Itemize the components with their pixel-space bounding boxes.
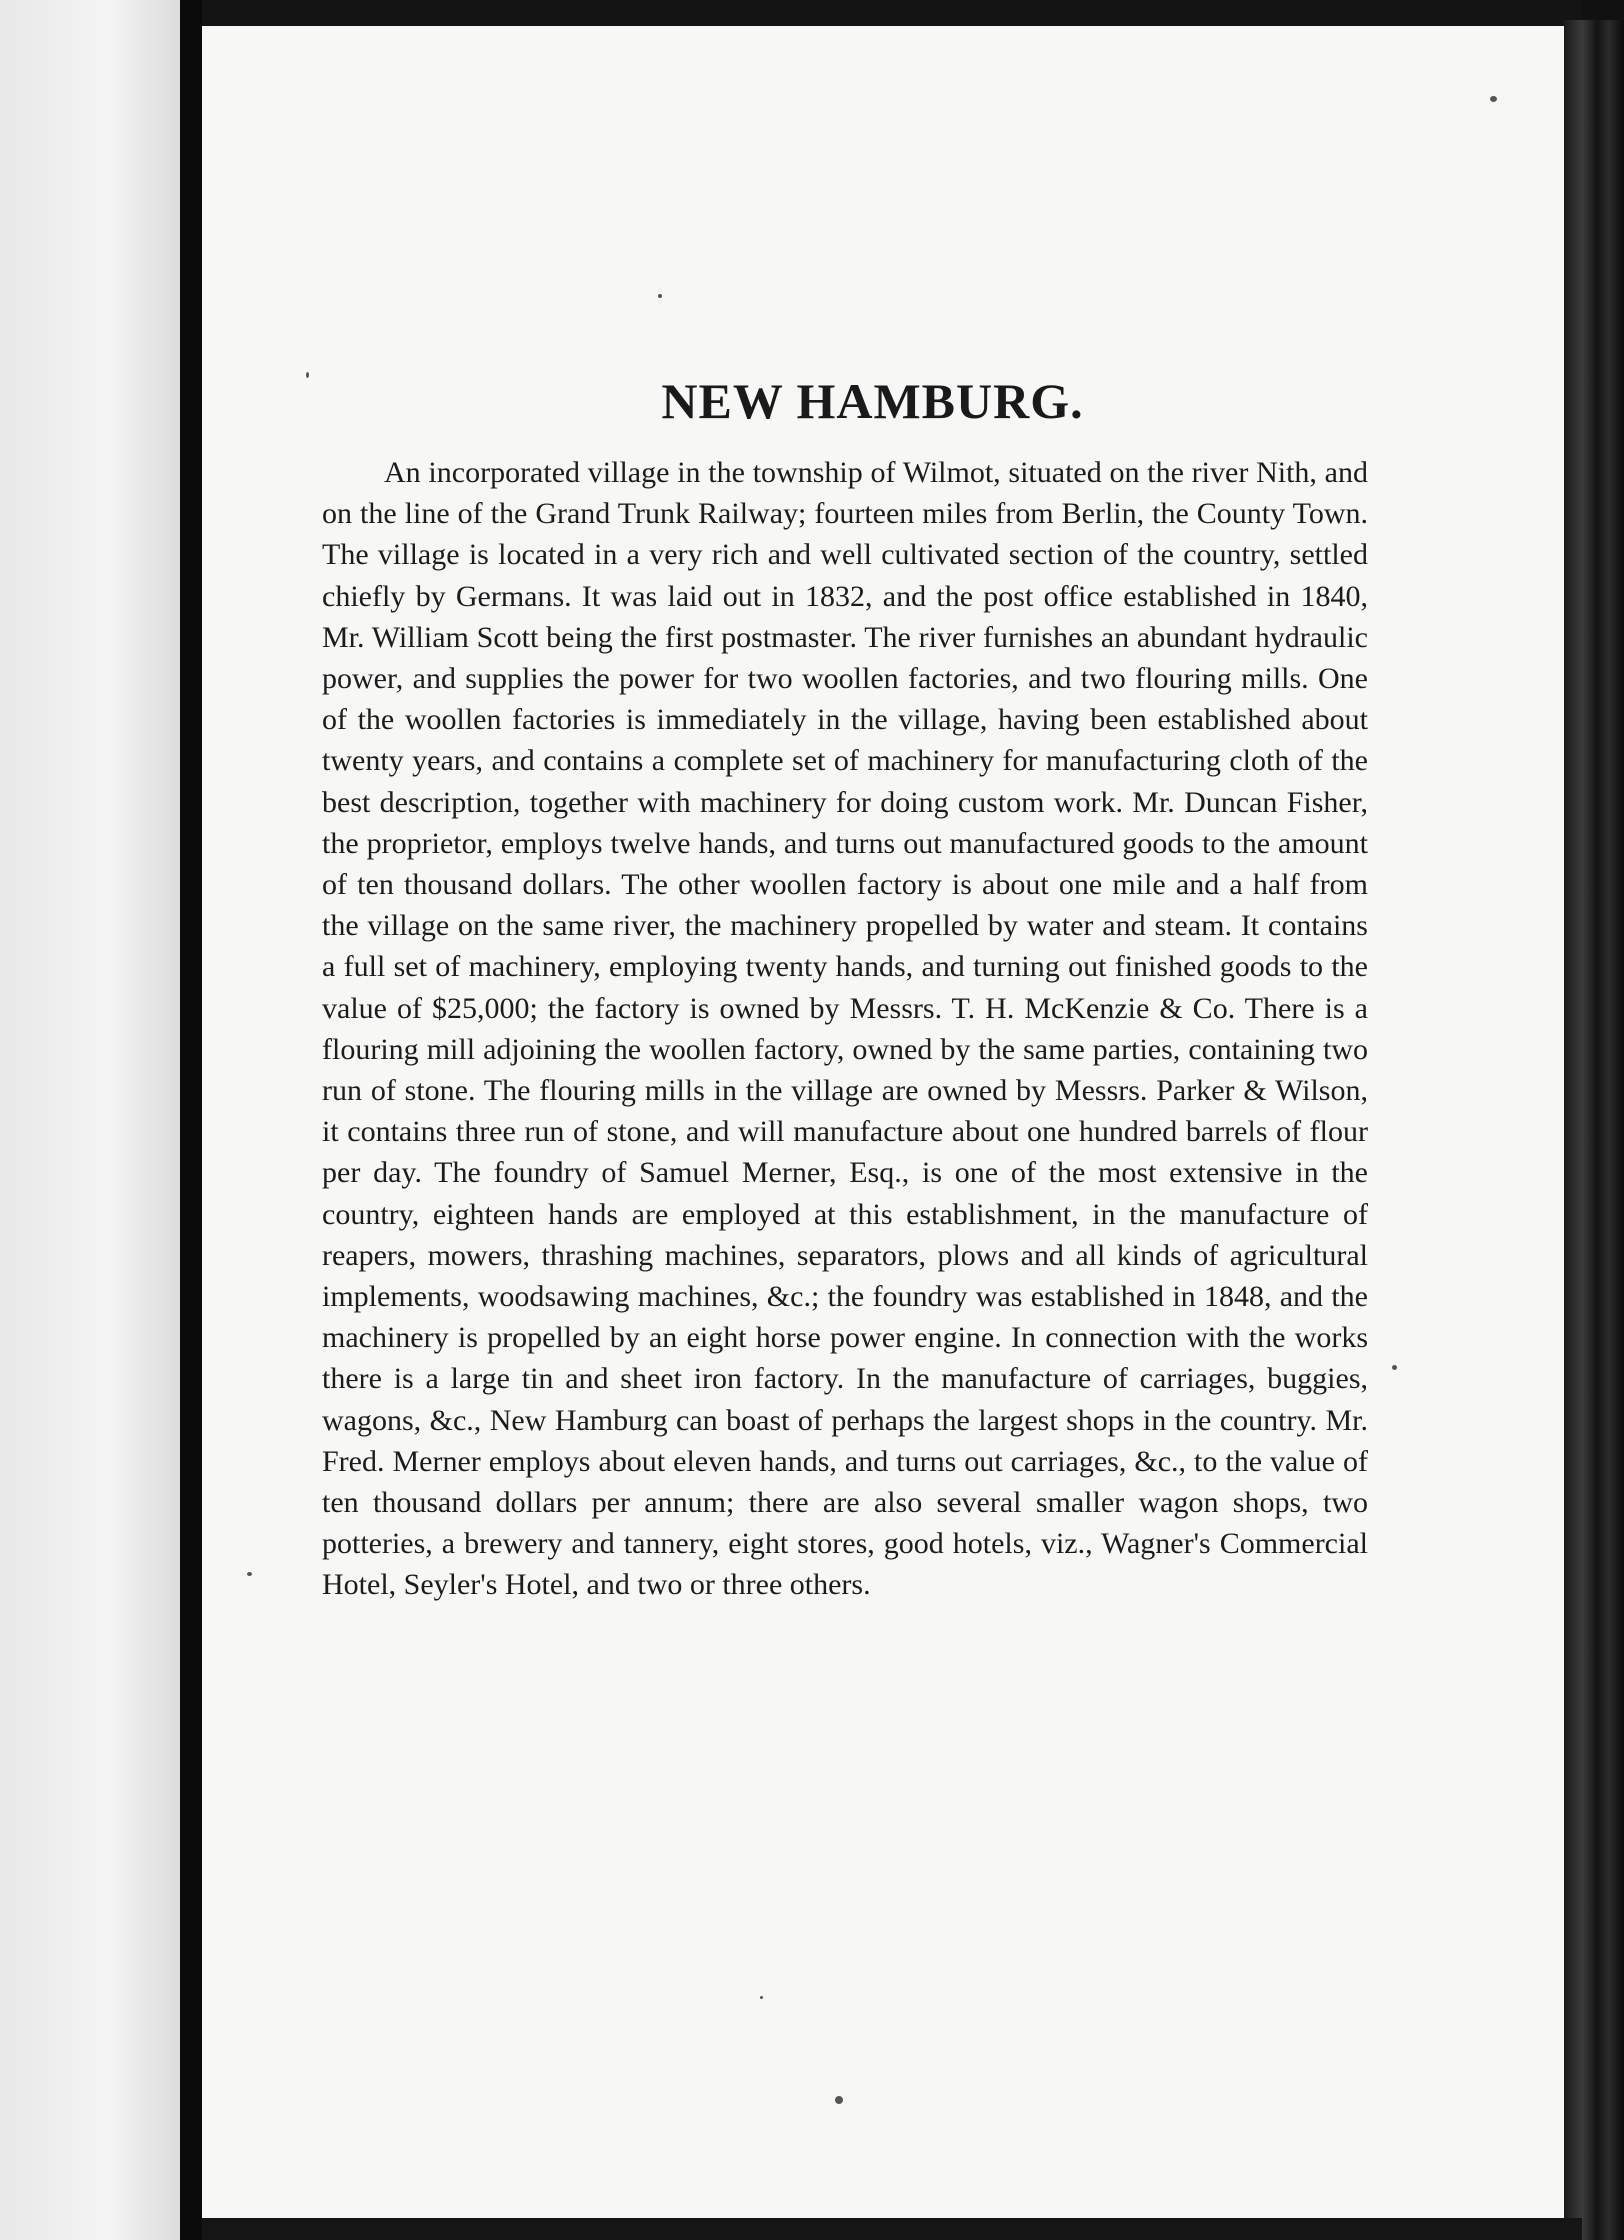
dust-speck (835, 2096, 843, 2104)
dust-speck (658, 294, 662, 298)
page-right-edge (1564, 20, 1624, 2240)
dust-speck (1490, 96, 1497, 102)
page-top-border (202, 0, 1582, 26)
page-bottom-border (202, 2218, 1582, 2240)
body-paragraph: An incorporated village in the township of Wilmot, situated on the river Nith, and on the line of the Grand Trunk Railway; fourteen miles from Berlin, the County Town. The village is located in a very rich and well cultivated section of the country, settled chiefly by Germans. It was laid out in 1832, and the post office established in 1840, Mr. William Scott being the first postmaster. The river furnishes an abundant hydraulic power, and supplies the power for two woollen factories, and two flouring mills. One of the woollen factories is immediately in the village, having been established about twenty years, and contains a complete set of machinery for manufacturing cloth of the best description, together with machinery for doing custom work. Mr. Duncan Fisher, the proprietor, employs twelve hands, and turns out manufactured goods to the amount of ten thousand dollars. The other woollen factory is about one mile and a half from the village on the same river, the machinery propelled by water and steam. It contains a full set of machinery, employing twenty hands, and turning out finished goods to the value of $25,000; the factory is owned by Messrs. T. H. McKenzie & Co. There is a flouring mill adjoining the woollen factory, owned by the same parties, containing two run of stone. The flouring mills in the village are owned by Messrs. Parker & Wilson, it contains three run of stone, and will manufacture about one hundred barrels of flour per day. The foundry of Samuel Merner, Esq., is one of the most extensive in the country, eighteen hands are employed at this establishment, in the manufacture of reapers, mowers, thrashing machines, separators, plows and all kinds of agricultural implements, woodsawing machines, &c.; the foundry was established in 1848, and the machinery is propelled by an eight horse power engine. In connection with the works there is a large tin and sheet iron factory. In the manufacture of carriages, buggies, wagons, &c., New Hamburg can boast of perhaps the largest shops in the country. Mr. Fred. Merner employs about eleven hands, and turns out carriages, &c., to the value of ten thousand dollars per annum; there are also several smaller wagon shops, two potteries, a brewery and tannery, eight stores, good hotels, viz., Wagner's Commercial Hotel, Seyler's Hotel, and two or three others. (322, 456, 1368, 1602)
page-title: NEW HAMBURG. (661, 373, 1084, 429)
dust-speck (1392, 1365, 1397, 1370)
dust-speck (247, 1572, 252, 1576)
previous-page-strip (0, 0, 180, 2240)
dust-speck (760, 1996, 763, 1999)
binding-shadow (180, 0, 202, 2240)
